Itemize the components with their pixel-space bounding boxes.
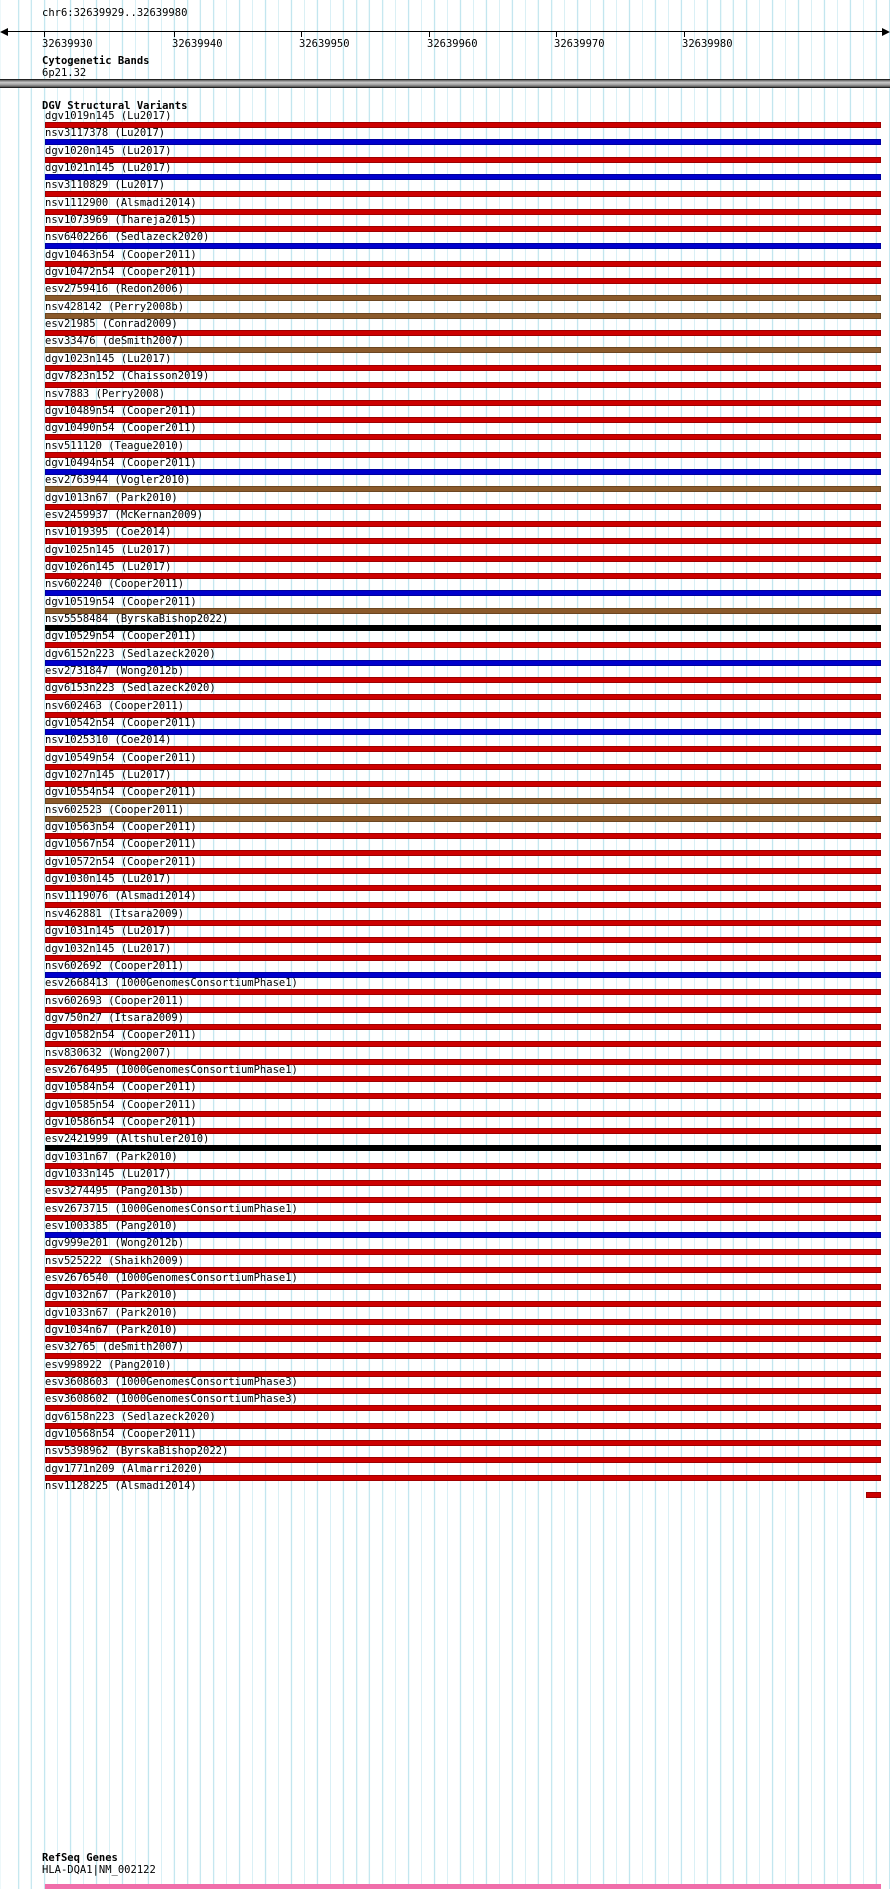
variant-row <box>0 926 890 943</box>
variant-label: nsv428142 (Perry2008b) <box>45 300 185 313</box>
variant-label: nsv602523 (Cooper2011) <box>45 803 185 816</box>
variant-label: nsv602692 (Cooper2011) <box>45 959 185 972</box>
variant-row <box>0 562 890 579</box>
variant-label: nsv1025310 (Coe2014) <box>45 734 172 747</box>
variant-row <box>0 631 890 648</box>
variant-label: dgv1013n67 (Park2010) <box>45 491 178 504</box>
variant-row <box>0 1464 890 1481</box>
gene-label: HLA-DQA1|NM_002122 <box>42 1864 156 1876</box>
variant-label: dgv1030n145 (Lu2017) <box>45 873 172 886</box>
variant-label: dgv1020n145 (Lu2017) <box>45 144 172 157</box>
variant-row <box>0 579 890 596</box>
ruler-tick-mark <box>174 31 175 37</box>
variant-row <box>0 284 890 301</box>
variant-label: nsv511120 (Teague2010) <box>45 439 185 452</box>
variant-label: esv2676540 (1000GenomesConsortiumPhase1) <box>45 1272 298 1285</box>
variant-label: esv2763944 (Vogler2010) <box>45 474 191 487</box>
variant-row <box>0 857 890 874</box>
variant-row <box>0 978 890 995</box>
variant-row <box>0 944 890 961</box>
variant-label: dgv6158n223 (Sedlazeck2020) <box>45 1410 216 1423</box>
variant-row <box>0 215 890 232</box>
ruler-right-arrow-icon <box>882 28 890 36</box>
variant-row <box>0 874 890 891</box>
ruler-tick-mark <box>44 31 45 37</box>
variant-row <box>0 701 890 718</box>
variant-row <box>0 1290 890 1307</box>
variant-row <box>0 996 890 1013</box>
variant-label: esv998922 (Pang2010) <box>45 1358 172 1371</box>
variant-row <box>0 1013 890 1030</box>
variant-label: dgv10582n54 (Cooper2011) <box>45 1029 197 1042</box>
variant-row <box>0 1446 890 1463</box>
variant-label: dgv1031n67 (Park2010) <box>45 1150 178 1163</box>
variant-label: nsv1128225 (Alsmadi2014) <box>45 1480 197 1493</box>
variant-label: nsv602463 (Cooper2011) <box>45 699 185 712</box>
ruler-left-arrow-icon <box>0 28 8 36</box>
variant-row <box>0 475 890 492</box>
ruler-tick-label: 32639950 <box>299 38 350 50</box>
variant-label: dgv10584n54 (Cooper2011) <box>45 1081 197 1094</box>
variant-row <box>0 770 890 787</box>
variant-label: nsv1119076 (Alsmadi2014) <box>45 890 197 903</box>
variant-label: dgv6153n223 (Sedlazeck2020) <box>45 682 216 695</box>
variant-label: dgv6152n223 (Sedlazeck2020) <box>45 647 216 660</box>
variant-label: dgv10586n54 (Cooper2011) <box>45 1115 197 1128</box>
variant-row <box>0 1360 890 1377</box>
variant-label: nsv830632 (Wong2007) <box>45 1046 172 1059</box>
dgv-track-title: DGV Structural Variants <box>42 100 188 112</box>
variant-label: nsv602240 (Cooper2011) <box>45 578 185 591</box>
variant-label: dgv10519n54 (Cooper2011) <box>45 595 197 608</box>
variant-row <box>0 1308 890 1325</box>
variant-label: nsv525222 (Shaikh2009) <box>45 1254 185 1267</box>
variant-row <box>0 649 890 666</box>
variant-row <box>0 128 890 145</box>
variant-row <box>0 1030 890 1047</box>
variant-label: dgv1023n145 (Lu2017) <box>45 352 172 365</box>
variant-row <box>0 805 890 822</box>
variant-row <box>0 354 890 371</box>
variant-label: esv2459937 (McKernan2009) <box>45 508 204 521</box>
variant-row <box>0 597 890 614</box>
variant-row <box>0 822 890 839</box>
variant-row <box>0 441 890 458</box>
variant-label: dgv1021n145 (Lu2017) <box>45 162 172 175</box>
variant-label: esv32765 (deSmith2007) <box>45 1341 185 1354</box>
ruler-tick-mark <box>301 31 302 37</box>
variant-row <box>0 1152 890 1169</box>
variant-label: dgv10567n54 (Cooper2011) <box>45 838 197 851</box>
variant-label: dgv1032n67 (Park2010) <box>45 1289 178 1302</box>
variant-label: dgv10542n54 (Cooper2011) <box>45 717 197 730</box>
ruler-tick-label: 32639940 <box>172 38 223 50</box>
variant-row <box>0 1412 890 1429</box>
variant-label: nsv3117378 (Lu2017) <box>45 127 166 140</box>
refseq-track-title: RefSeq Genes <box>42 1852 118 1864</box>
variant-label: dgv10568n54 (Cooper2011) <box>45 1428 197 1441</box>
variant-row <box>0 527 890 544</box>
variant-row <box>0 1117 890 1134</box>
variant-label: esv3608603 (1000GenomesConsortiumPhase3) <box>45 1376 298 1389</box>
variant-label: dgv1025n145 (Lu2017) <box>45 543 172 556</box>
cytogenetic-bands-title: Cytogenetic Bands <box>42 55 150 67</box>
variant-label: nsv602693 (Cooper2011) <box>45 994 185 1007</box>
variant-row <box>0 198 890 215</box>
variant-row <box>0 1325 890 1342</box>
variant-row <box>0 891 890 908</box>
variant-label: dgv999e201 (Wong2012b) <box>45 1237 185 1250</box>
variant-label: dgv10554n54 (Cooper2011) <box>45 786 197 799</box>
variant-row <box>0 1238 890 1255</box>
variant-row <box>0 1394 890 1411</box>
variant-label: esv2668413 (1000GenomesConsortiumPhase1) <box>45 977 298 990</box>
variant-row <box>0 1065 890 1082</box>
variant-row <box>0 163 890 180</box>
variant-label: dgv1027n145 (Lu2017) <box>45 769 172 782</box>
variant-label: dgv1031n145 (Lu2017) <box>45 925 172 938</box>
variant-label: nsv7883 (Perry2008) <box>45 387 166 400</box>
variant-label: dgv10529n54 (Cooper2011) <box>45 630 197 643</box>
variant-bar[interactable] <box>45 122 881 128</box>
variant-bar[interactable] <box>45 382 881 388</box>
variant-row <box>0 718 890 735</box>
variant-row <box>0 493 890 510</box>
ruler-tick-label: 32639930 <box>42 38 93 50</box>
cytoband-label: 6p21.32 <box>42 67 87 79</box>
variant-row <box>0 1082 890 1099</box>
variant-label: esv3608602 (1000GenomesConsortiumPhase3) <box>45 1393 298 1406</box>
variant-row <box>0 614 890 631</box>
variant-row <box>0 1377 890 1394</box>
variant-row <box>0 232 890 249</box>
dgv-variant-list <box>0 111 890 1499</box>
variant-label: nsv5398962 (ByrskaBishop2022) <box>45 1445 229 1458</box>
variant-row <box>0 1481 890 1498</box>
ruler-tick-label: 32639970 <box>554 38 605 50</box>
variant-label: esv21985 (Conrad2009) <box>45 318 178 331</box>
variant-row <box>0 1100 890 1117</box>
variant-label: dgv1026n145 (Lu2017) <box>45 560 172 573</box>
variant-label: esv2731847 (Wong2012b) <box>45 665 185 677</box>
ruler-tick-mark <box>429 31 430 37</box>
variant-row <box>0 1429 890 1446</box>
variant-row <box>0 787 890 804</box>
variant-row <box>0 302 890 319</box>
variant-label: dgv10490n54 (Cooper2011) <box>45 422 197 435</box>
cytoband-glyph[interactable] <box>0 79 890 88</box>
variant-label: esv2759416 (Redon2006) <box>45 283 185 296</box>
variant-label: dgv1032n145 (Lu2017) <box>45 942 172 955</box>
variant-label: esv2673715 (1000GenomesConsortiumPhase1) <box>45 1202 298 1215</box>
variant-label: dgv7823n152 (Chaisson2019) <box>45 370 210 383</box>
variant-row <box>0 423 890 440</box>
variant-row <box>0 1134 890 1151</box>
variant-row <box>0 1204 890 1221</box>
variant-label: esv2676495 (1000GenomesConsortiumPhase1) <box>45 1063 298 1076</box>
variant-row <box>0 1256 890 1273</box>
variant-label: dgv1771n209 (Almarri2020) <box>45 1462 204 1475</box>
variant-label: esv3274495 (Pang2013b) <box>45 1185 185 1198</box>
ruler-tick-label: 32639960 <box>427 38 478 50</box>
variant-row <box>0 683 890 700</box>
variant-row <box>0 319 890 336</box>
variant-label: dgv1034n67 (Park2010) <box>45 1324 178 1337</box>
variant-label: esv33476 (deSmith2007) <box>45 335 185 348</box>
variant-label: dgv10563n54 (Cooper2011) <box>45 821 197 834</box>
variant-row <box>0 1221 890 1238</box>
variant-row <box>0 406 890 423</box>
ruler-tick-mark <box>556 31 557 37</box>
variant-label: nsv1019395 (Coe2014) <box>45 526 172 539</box>
variant-row <box>0 1342 890 1359</box>
variant-row <box>0 735 890 752</box>
variant-label: dgv10494n54 (Cooper2011) <box>45 456 197 469</box>
variant-row <box>0 839 890 856</box>
variant-row <box>0 961 890 978</box>
variant-row <box>0 909 890 926</box>
variant-label: nsv462881 (Itsara2009) <box>45 907 185 920</box>
variant-label: dgv10489n54 (Cooper2011) <box>45 404 197 417</box>
variant-row <box>0 371 890 388</box>
ruler <box>0 28 890 52</box>
variant-row <box>0 180 890 197</box>
variant-bar[interactable] <box>866 1492 881 1498</box>
ruler-tick-label: 32639980 <box>682 38 733 50</box>
variant-row <box>0 336 890 353</box>
variant-row <box>0 111 890 128</box>
ruler-tick-mark <box>684 31 685 37</box>
variant-row <box>0 250 890 267</box>
variant-label: dgv1033n67 (Park2010) <box>45 1306 178 1319</box>
variant-label: dgv1033n145 (Lu2017) <box>45 1167 172 1180</box>
variant-label: esv1003385 (Pang2010) <box>45 1220 178 1232</box>
variant-row <box>0 1273 890 1290</box>
variant-label: dgv10549n54 (Cooper2011) <box>45 751 197 764</box>
variant-label: dgv10463n54 (Cooper2011) <box>45 248 197 261</box>
variant-label: nsv6402266 (Sedlazeck2020) <box>45 231 210 244</box>
variant-row <box>0 1186 890 1203</box>
variant-row <box>0 146 890 163</box>
variant-label: dgv750n27 (Itsara2009) <box>45 1011 185 1024</box>
variant-label: dgv10585n54 (Cooper2011) <box>45 1098 197 1111</box>
variant-label: esv2421999 (Altshuler2010) <box>45 1133 210 1146</box>
variant-label: nsv1073969 (Thareja2015) <box>45 214 197 227</box>
variant-label: nsv5558484 (ByrskaBishop2022) <box>45 612 229 625</box>
variant-row <box>0 510 890 527</box>
region-coordinates: chr6:32639929..32639980 <box>42 7 188 19</box>
variant-row <box>0 753 890 770</box>
variant-row <box>0 666 890 683</box>
variant-row <box>0 1048 890 1065</box>
ruler-line <box>7 31 883 32</box>
gene-glyph[interactable] <box>45 1884 881 1889</box>
variant-label: dgv10472n54 (Cooper2011) <box>45 266 197 279</box>
variant-label: dgv10572n54 (Cooper2011) <box>45 855 197 868</box>
variant-row <box>0 267 890 284</box>
variant-row <box>0 389 890 406</box>
variant-label: dgv1019n145 (Lu2017) <box>45 110 172 122</box>
variant-label: nsv1112900 (Alsmadi2014) <box>45 196 197 209</box>
variant-bar[interactable] <box>45 174 881 180</box>
variant-label: nsv3110829 (Lu2017) <box>45 179 166 192</box>
variant-row <box>0 1169 890 1186</box>
variant-row <box>0 545 890 562</box>
variant-row <box>0 458 890 475</box>
